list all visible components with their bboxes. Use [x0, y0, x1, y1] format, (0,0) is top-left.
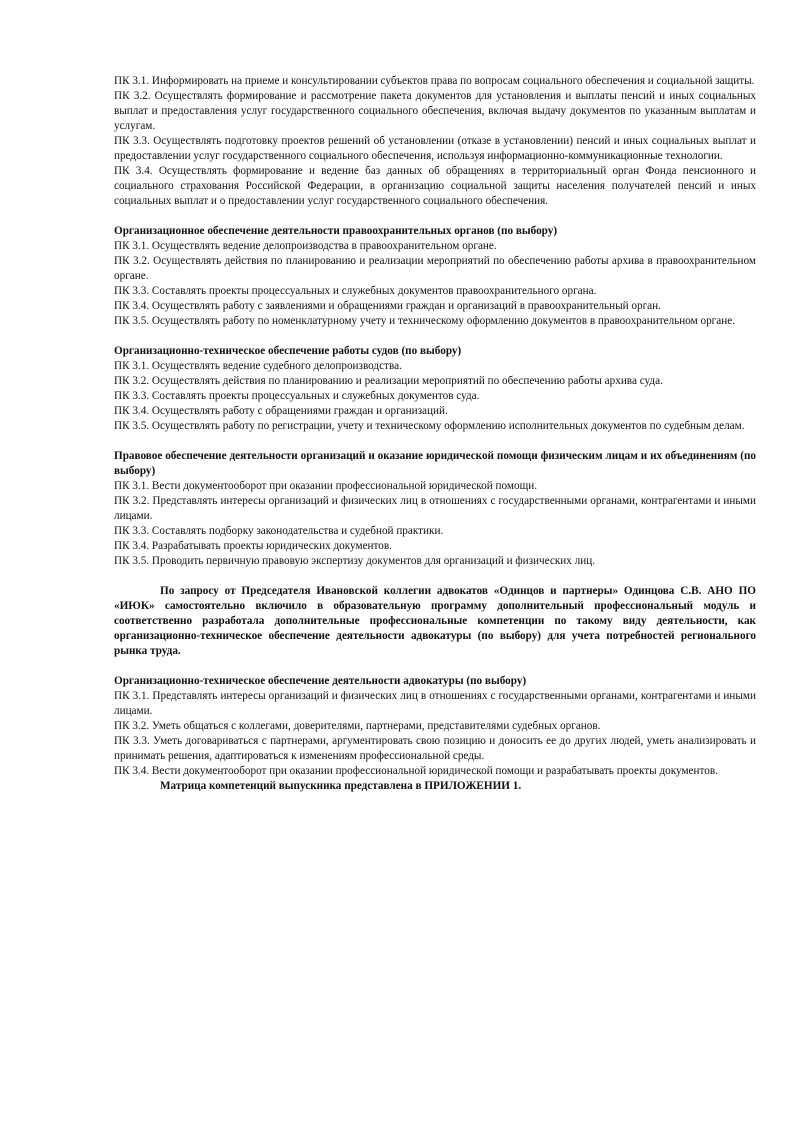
request-paragraph: По запросу от Председателя Ивановской коллегии адвокатов «Одинцов и партнеры» Одинцова С.В. АНО ПО «ИЮК» самостоятельно включило в образовательную программу дополнительный профессиональный модуль и соответственно разработала дополнительные профессиональные компетенции по такому виду деятельности, как организационно-техническое обеспечение деятельности адвокатуры (по выбору) для учета потребностей регионального рынка труда.: [114, 585, 756, 657]
section-heading: Организационно-техническое обеспечение работы судов (по выбору): [114, 345, 462, 357]
list-item: ПК 3.5. Осуществлять работу по номенклатурному учету и техническому оформлению документов в правоохранительном органе.: [114, 315, 735, 327]
list-item: ПК 3.3. Составлять подборку законодательства и судебной практики.: [114, 525, 444, 537]
list-item: ПК 3.2. Осуществлять действия по планированию и реализации мероприятий по обеспечению работы архива в правоохранительном органе.: [114, 255, 756, 282]
list-item: ПК 3.5. Проводить первичную правовую экспертизу документов для организаций и физических лиц.: [114, 555, 596, 567]
spacer: [114, 434, 756, 449]
section-law-enforcement: [114, 224, 756, 329]
list-item: ПК 3.1. Осуществлять ведение делопроизводства в правоохранительном органе.: [114, 240, 497, 252]
list-item: ПК 3.1. Вести документооборот при оказании профессиональной юридической помощи.: [114, 480, 537, 492]
spacer: [114, 569, 756, 584]
list-item: ПК 3.5. Осуществлять работу по регистрации, учету и техническому оформлению исполнительных документов по судебным делам.: [114, 420, 745, 432]
list-item: ПК 3.4. Осуществлять работу с обращениями граждан и организаций.: [114, 405, 448, 417]
list-item: ПК 3.1. Представлять интересы организаций и физических лиц в отношениях с государственными органами, контрагентами и иными лицами.: [114, 690, 756, 717]
section-advocacy: [114, 674, 756, 779]
list-item: ПК 3.4. Осуществлять формирование и ведение баз данных об обращениях в территориальный орган Фонда пенсионного и социального страхования Российской Федерации, в организацию социальной защиты населения получателей пенсий и иных социальных выплат и о предоставлении услуг государственного социального обеспечения.: [114, 165, 756, 207]
list-item: ПК 3.4. Вести документооборот при оказании профессиональной юридической помощи и разрабатывать проекты документов.: [114, 765, 718, 777]
section-legal-support: [114, 449, 756, 569]
list-item: ПК 3.3. Составлять проекты процессуальных и служебных документов правоохранительного органа.: [114, 285, 597, 297]
list-item: ПК 3.4. Осуществлять работу с заявлениями и обращениями граждан и организаций в правоохранительный орган.: [114, 300, 661, 312]
section-heading: Организационное обеспечение деятельности правоохранительных органов (по выбору): [114, 225, 558, 237]
document-page: [114, 74, 756, 794]
section-courts: [114, 344, 756, 434]
list-item: ПК 3.2. Представлять интересы организаций и физических лиц в отношениях с государственными органами, контрагентами и иными лицами.: [114, 495, 756, 522]
list-item: ПК 3.1. Информировать на приеме и консультировании субъектов права по вопросам социального обеспечения и социальной защиты.: [114, 75, 755, 87]
spacer: [114, 329, 756, 344]
spacer: [114, 209, 756, 224]
list-item: ПК 3.4. Разрабатывать проекты юридических документов.: [114, 540, 392, 552]
spacer: [114, 659, 756, 674]
list-item: ПК 3.2. Осуществлять действия по планированию и реализации мероприятий по обеспечению работы архива суда.: [114, 375, 663, 387]
intro-list: [114, 74, 756, 209]
list-item: ПК 3.3. Осуществлять подготовку проектов решений об установлении (отказе в установлении) пенсий и иных социальных выплат и предоставлении услуг государственного социального обеспечения, используя информационно-коммуникационные технологии.: [114, 135, 756, 162]
final-note: Матрица компетенций выпускника представлена в ПРИЛОЖЕНИИ 1.: [160, 780, 522, 792]
section-heading: Правовое обеспечение деятельности организаций и оказание юридической помощи физическим лицам и их объединениям (по выбору): [114, 450, 756, 477]
list-item: ПК 3.2. Уметь общаться с коллегами, доверителями, партнерами, представителями судебных органов.: [114, 720, 601, 732]
list-item: ПК 3.3. Составлять проекты процессуальных и служебных документов суда.: [114, 390, 480, 402]
list-item: ПК 3.1. Осуществлять ведение судебного делопроизводства.: [114, 360, 402, 372]
list-item: ПК 3.2. Осуществлять формирование и рассмотрение пакета документов для установления и выплаты пенсий и иных социальных выплат и предоставления услуг государственного социального обеспечения, включая выдачу документов по указанным выплатам и услугам.: [114, 90, 756, 132]
section-heading: Организационно-техническое обеспечение деятельности адвокатуры (по выбору): [114, 675, 527, 687]
list-item: ПК 3.3. Уметь договариваться с партнерами, аргументировать свою позицию и доносить ее до других людей, уметь анализировать и принимать решения, адаптироваться к изменениям профессиональной среды.: [114, 735, 756, 762]
